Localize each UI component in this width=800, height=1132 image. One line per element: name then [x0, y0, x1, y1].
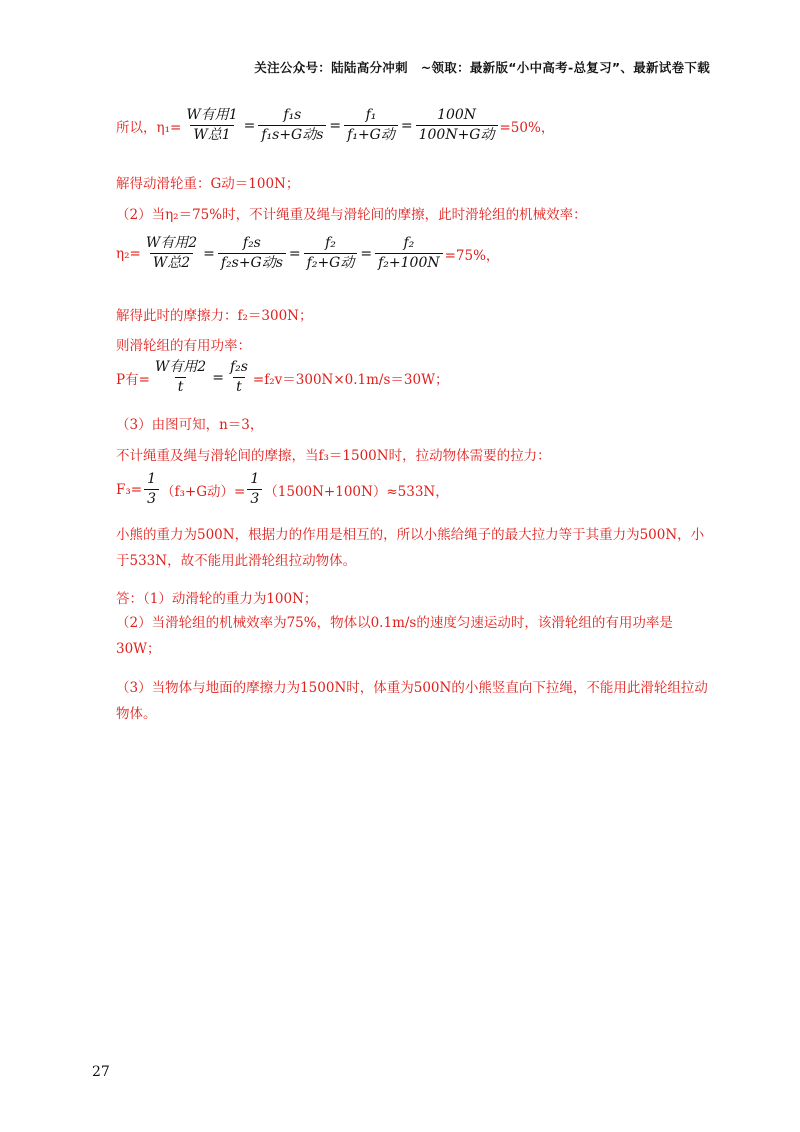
- fraction: $\frac{100N}{\text{100N+G动}}$: [416, 108, 498, 144]
- fraction: $\frac{\text{W有用1}}{\text{W总1}}$: [186, 107, 238, 144]
- power-suffix: =f₂v＝300N×0.1m/s＝30W；: [252, 371, 449, 388]
- eta1-suffix: =50%，: [499, 119, 555, 136]
- fraction: $\frac{\text{f₂}}{\text{f₂+100N}}$: [375, 236, 443, 272]
- force-suffix: （1500N+100N）≈533N，: [264, 483, 449, 500]
- text-line: 解得动滑轮重：G动＝100N；: [116, 176, 300, 192]
- force-mid: （f₃+G动）=: [161, 483, 246, 500]
- text-line: 则滑轮组的有用功率：: [116, 338, 251, 354]
- page-number: 27: [92, 1064, 110, 1080]
- eta2-suffix: =75%，: [444, 247, 500, 264]
- text-line: （3）由图可知，n＝3，: [116, 417, 264, 433]
- force-prefix: F₃=: [116, 481, 143, 498]
- fraction: $\frac{\text{f₂s}}{\text{f₂s+G动s}}$: [218, 236, 286, 272]
- fraction: $\frac{\text{W有用2}}{t}$: [154, 359, 207, 396]
- fraction: $\frac{1}{3}$: [144, 472, 159, 508]
- text-line: （2）当η₂＝75%时，不计绳重及绳与滑轮间的摩擦，此时滑轮组的机械效率：: [116, 207, 587, 223]
- text-paragraph: （2）当滑轮组的机械效率为75%，物体以0.1m/s的速度匀速运动时，该滑轮组的有用功率是30W；: [116, 615, 673, 657]
- page-header: 关注公众号：陆陆高分冲刺 ~领取：最新版“小中高考-总复习”、最新试卷下载: [254, 60, 710, 75]
- text-line: 答：（1）动滑轮的重力为100N；: [116, 591, 318, 607]
- equation-force: [116, 472, 449, 508]
- equation-eta1: 所以，η₁= $\frac{\text{W有用1}}{\text{W总1}}$ = $\frac{\text{f₁s}}{\text{f₁s+G动s}}$ = $\frac{\text{f₁}}{\text{f₁+G动}}$ = $\frac{100N}{\text{100N+G动}}$ =50%，: [116, 107, 555, 144]
- equation-eta2: η₂= $\frac{\text{W有用2}}{\text{W总2}}$ = $\frac{\text{f₂s}}{\text{f₂s+G动s}}$ = $\frac{\text{f₂}}{\text{f₂+G动}}$ = $\frac{\text{f₂}}{\text{f₂+100N}}$ =75%，: [116, 235, 500, 272]
- fraction: $\frac{\text{f₂s}}{t}$: [229, 359, 248, 396]
- eta2-prefix: η₂=: [116, 245, 141, 262]
- eta1-prefix: 所以，η₁=: [116, 119, 182, 136]
- text-paragraph: 小熊的重力为500N，根据力的作用是相互的，所以小熊给绳子的最大拉力等于其重力为500N，小于533N，故不能用此滑轮组拉动物体。: [116, 527, 705, 569]
- text-line: 解得此时的摩擦力：f₂＝300N；: [116, 308, 313, 324]
- fraction: $\frac{\text{f₂}}{\text{f₂+G动}}$: [304, 236, 358, 272]
- text-paragraph: （3）当物体与地面的摩擦力为1500N时，体重为500N的小熊竖直向下拉绳，不能用此滑轮组拉动物体。: [116, 680, 708, 722]
- fraction: $\frac{\text{f₁s}}{\text{f₁s+G动s}}$: [258, 108, 326, 144]
- fraction: $\frac{1}{3}$: [247, 472, 262, 508]
- equation-power: P有= $\frac{\text{W有用2}}{t}$ = $\frac{\text{f₂s}}{t}$ =f₂v＝300N×0.1m/s＝30W；: [116, 359, 449, 396]
- power-prefix: P有=: [116, 371, 150, 388]
- fraction: $\frac{\text{W有用2}}{\text{W总2}}$: [145, 235, 198, 272]
- fraction: $\frac{\text{f₁}}{\text{f₁+G动}}$: [344, 108, 398, 144]
- text-line: 不计绳重及绳与滑轮间的摩擦，当f₃＝1500N时，拉动物体需要的拉力：: [116, 448, 551, 464]
